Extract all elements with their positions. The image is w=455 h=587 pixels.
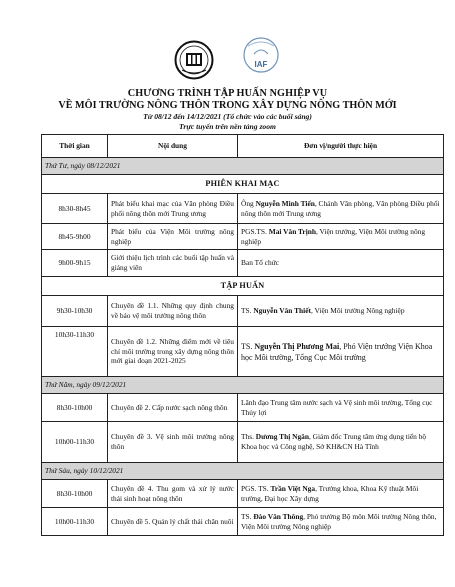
unit-cell: Ban Tổ chức	[238, 250, 444, 277]
header-unit: Đơn vị/người thực hiện	[238, 135, 444, 158]
person-name: Đào Văn Thông	[253, 511, 304, 521]
day-row	[42, 463, 444, 480]
section-row	[42, 175, 444, 194]
content-cell: Chuyên đề 2. Cấp nước sạch nông thôn	[108, 394, 238, 422]
unit-prefix: Ông	[241, 198, 256, 208]
unit-prefix: PGS. TS.	[241, 483, 271, 493]
content-cell: Phát biểu khai mạc của Văn phòng Điều phối nông thôn mới Trung ương	[108, 194, 238, 224]
svg-text:IAF: IAF	[254, 60, 268, 69]
unit-prefix: PGS.TS.	[241, 226, 269, 236]
ministry-seal-logo	[174, 40, 214, 80]
day-label: Thứ Sáu, ngày 10/12/2021	[42, 463, 444, 480]
unit-suffix: , Viện Môi trường Nông nghiệp	[310, 306, 405, 316]
day-label: Thứ Tư, ngày 08/12/2021	[42, 158, 444, 175]
unit-cell	[238, 296, 444, 327]
time-cell: 8h45-9h00	[42, 224, 108, 250]
section-row	[42, 277, 444, 296]
table-row	[42, 394, 444, 422]
unit-cell	[238, 327, 444, 377]
table-row	[42, 327, 444, 377]
unit-cell	[238, 480, 444, 508]
unit-suffix: , Trưởng khoa, Khoa Kỹ thuật Môi trường, Đại học Xây dựng	[241, 483, 419, 503]
unit-suffix: , Giám đốc Trung tâm ứng dụng tiến bộ Khoa học và Công nghệ, Sở KH&CN Hà Tĩnh	[241, 432, 427, 451]
table-row	[42, 250, 444, 277]
program-title: CHƯƠNG TRÌNH TẬP HUẤN NGHIỆP VỤ	[127, 88, 328, 99]
unit-cell	[238, 422, 444, 463]
day-label: Thứ Năm, ngày 09/12/2021	[42, 377, 444, 394]
unit-cell	[238, 508, 444, 536]
time-cell: 8h30-10h00	[42, 480, 108, 508]
time-cell: 10h00-11h30	[42, 422, 108, 463]
unit-suffix: , Phó Viện trưởng Viện Khoa học Môi trường, Tổng Cục Môi trường	[241, 341, 433, 362]
header-content: Nội dung	[108, 135, 238, 158]
unit-suffix: , Phó trưởng Bộ môn Môi trường Nông thôn, Viện Môi trường Nông nghiệp	[241, 511, 437, 531]
unit-suffix: , Viện trưởng, Viện Môi trường nông nghiệp	[241, 226, 426, 246]
header-time: Thời gian	[42, 135, 108, 158]
person-name: Nguyễn Minh Tiến	[255, 198, 315, 208]
person-name: Dương Thị Ngân	[255, 432, 309, 442]
day-row	[42, 158, 444, 175]
schedule-table	[41, 134, 444, 536]
time-cell: 8h30-8h45	[42, 194, 108, 224]
iaf-logo	[240, 36, 282, 80]
unit-suffix: , Chánh Văn phòng, Văn phòng Điều phối nông thôn mới Trung ương	[241, 198, 440, 218]
unit-cell	[238, 224, 444, 250]
person-name: Nguyễn Văn Thiết	[253, 306, 311, 316]
day-row	[42, 377, 444, 394]
table-row	[42, 296, 444, 327]
unit-prefix: TS.	[241, 341, 255, 351]
table-row	[42, 422, 444, 463]
unit-cell	[238, 194, 444, 224]
person-name: Trần Việt Nga	[270, 483, 316, 493]
person-name: Nguyễn Thị Phương Mai	[254, 341, 340, 351]
time-cell: 10h30-11h30	[42, 327, 108, 377]
section-label: TẬP HUẤN	[42, 277, 444, 296]
time-cell: 8h30-10h00	[42, 394, 108, 422]
document-heading	[0, 88, 455, 132]
content-cell: Chuyên đề 5. Quản lý chất thải chăn nuôi	[108, 508, 238, 536]
time-cell: 9h30-10h30	[42, 296, 108, 327]
table-header-row	[42, 135, 444, 158]
content-cell: Chuyên đề 4. Thu gom và xử lý nước thải sinh hoạt nông thôn	[108, 480, 238, 508]
unit-prefix: TS.	[241, 511, 254, 521]
time-cell: 9h00-9h15	[42, 250, 108, 277]
content-cell: Phát biểu của Viện Môi trường nông nghiệp	[108, 224, 238, 250]
unit-cell: Lãnh đạo Trung tâm nước sạch và Vệ sinh môi trường, Tổng cục Thủy lợi	[238, 394, 444, 422]
program-dates: Từ 08/12 đến 14/12/2021 (Tổ chức vào các buổi sáng)	[143, 112, 312, 121]
section-label: PHIÊN KHAI MẠC	[42, 175, 444, 194]
content-cell: Chuyên đề 1.2. Những điểm mới về tiêu chí môi trường trong xây dựng nông thôn mới giai đoạn 2021-2025	[108, 327, 238, 377]
table-row	[42, 194, 444, 224]
unit-prefix: Ths.	[241, 432, 256, 442]
table-row	[42, 508, 444, 536]
content-cell: Chuyên đề 1.1. Những quy định chung về bảo vệ môi trường nông thôn	[108, 296, 238, 327]
person-name: Mai Văn Trịnh	[268, 226, 316, 236]
table-row	[42, 224, 444, 250]
time-cell: 10h00-11h30	[42, 508, 108, 536]
table-row	[42, 480, 444, 508]
program-mode: Trực tuyến trên nền tảng zoom	[179, 122, 276, 131]
program-subtitle: VỀ MÔI TRƯỜNG NÔNG THÔN TRONG XÂY DỰNG NÔNG THÔN MỚI	[58, 100, 397, 111]
content-cell: Giới thiệu lịch trình các buổi tập huấn và giảng viên	[108, 250, 238, 277]
unit-prefix: TS.	[241, 306, 254, 316]
content-cell: Chuyên đề 3. Vệ sinh môi trường nông thôn	[108, 422, 238, 463]
